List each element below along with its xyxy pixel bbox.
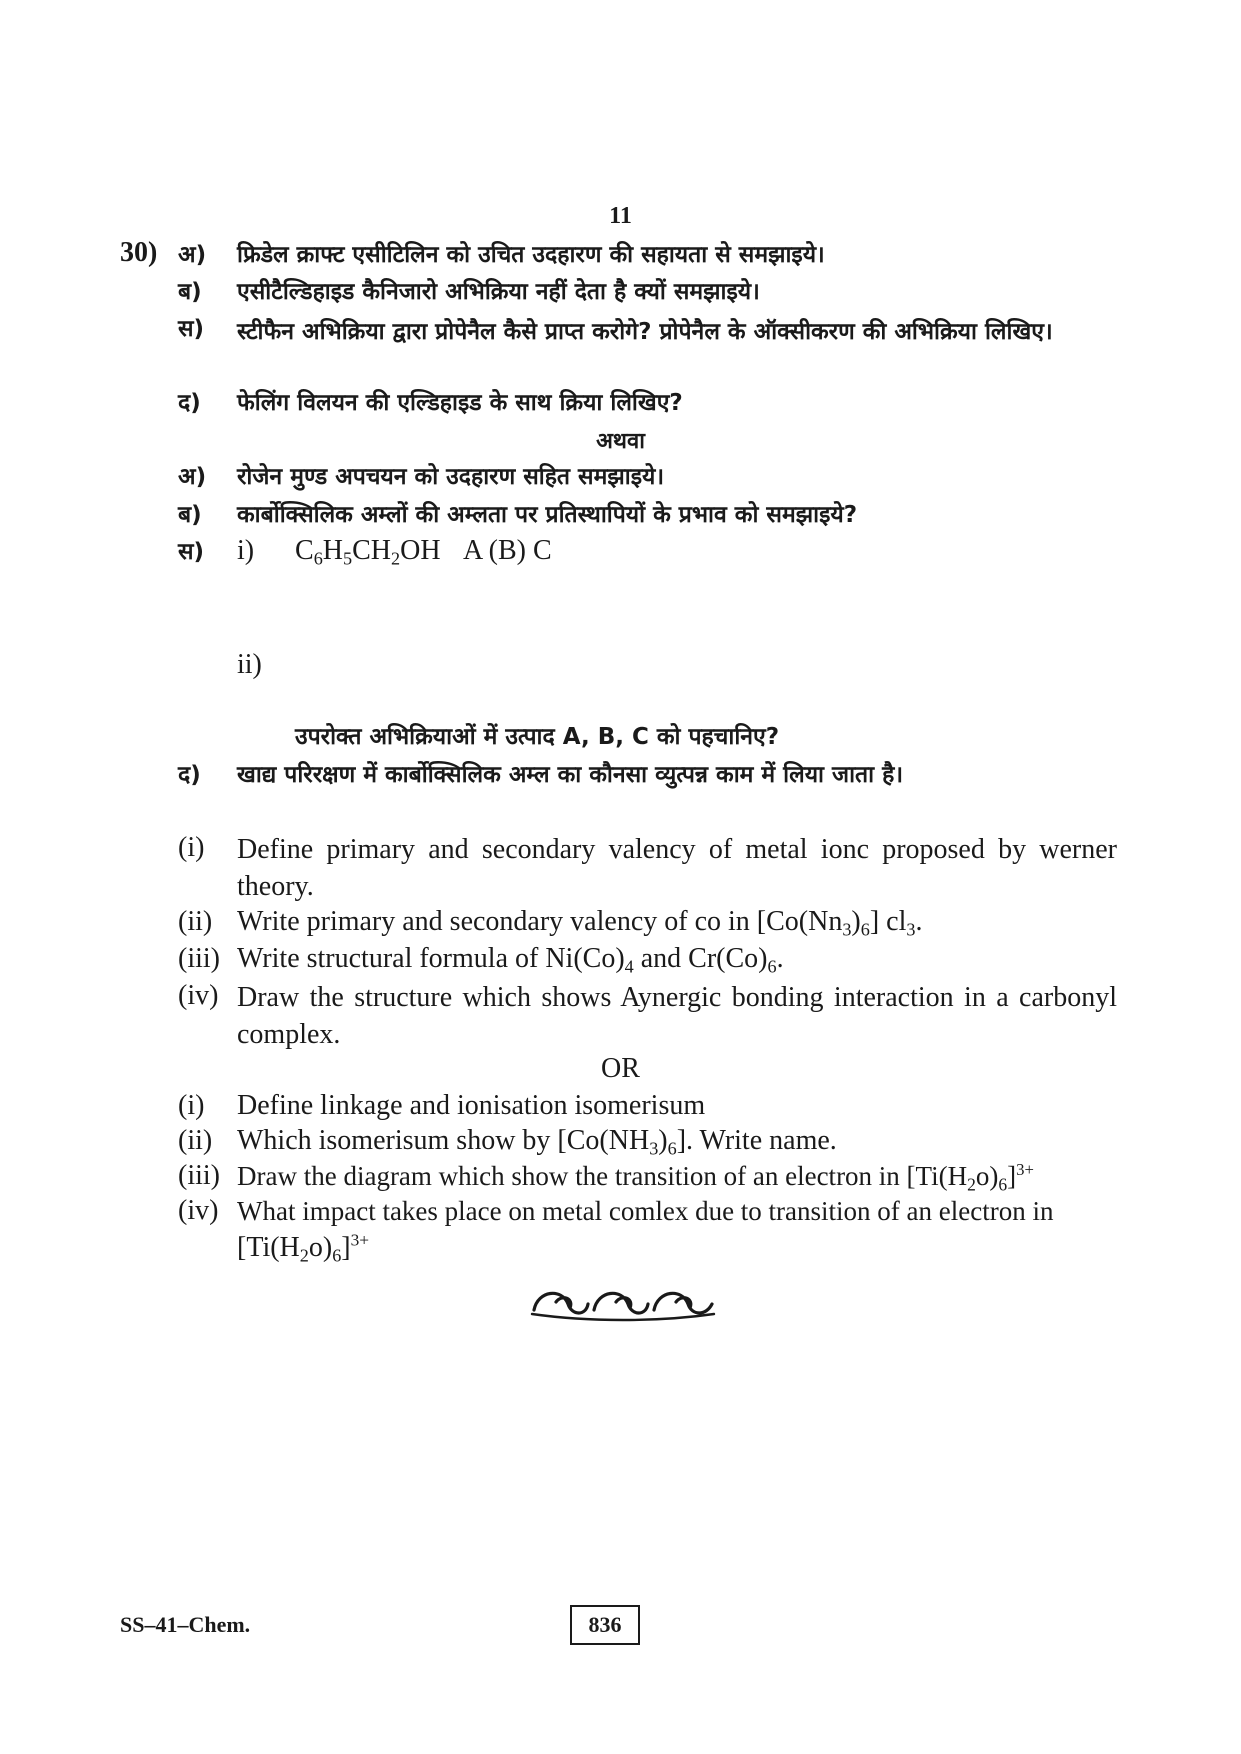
q-text: Draw the diagram which show the transition of an electron in $[Ti(H_2o)_6]^{3+}$ (237, 1159, 1034, 1195)
q-text: Draw the structure which shows Aynergic bonding interaction in a carbonyl complex. (237, 982, 1117, 1050)
q-text: Define linkage and ionisation isomerisum (237, 1090, 706, 1121)
q-text: What impact takes place on metal comlex due to transition of an electron in (237, 1196, 1054, 1226)
q-label: द) (178, 390, 201, 416)
question-number: 30) (120, 237, 158, 268)
q-label: अ) (178, 242, 207, 268)
q-text: Write primary and secondary valency of co in $[Co(Nn_3)_6]$ $cl_3$. (237, 906, 923, 940)
q-text: फेलिंग विलयन की एल्डिहाइड के साथ क्रिया लिखिए? (237, 390, 683, 416)
q-text: फ्रिडेल क्राफ्ट एसीटिलिन को उचित उदहारण की सहायता से समझाइये। (237, 242, 825, 268)
q-text: कार्बोक्सिलिक अम्लों की अम्लता पर प्रतिस्थापियों के प्रभाव को समझाइये? (237, 502, 858, 528)
complex-formula: $[Ti(H_2o)_6]^{3+}$ (237, 1230, 370, 1266)
q-text: Define primary and secondary valency of metal ionc proposed by werner theory. (237, 834, 1117, 902)
q-text: खाद्य परिरक्षण में कार्बोक्सिलिक अम्ल का कौनसा व्युत्पन्न काम में लिया जाता है। (237, 762, 904, 788)
paper-code: SS–41–Chem. (120, 1612, 251, 1637)
q-text: एसीटैल्डिहाइड कैनिजारो अभिक्रिया नहीं देता है क्यों समझाइये। (237, 279, 760, 305)
page-number: 11 (609, 203, 632, 229)
q-label: (iii) (178, 943, 220, 974)
q-text: स्टीफैन अभिक्रिया द्वारा प्रोपेनैल कैसे प्राप्त करोगे? प्रोपेनैल के ऑक्सीकरण की अभिक्रिया लिखिए। (237, 319, 1053, 345)
sub-label: ii) (237, 649, 262, 680)
q-text: Which isomerisum show by $[Co(NH_3)_6]$. Write name. (237, 1125, 837, 1159)
q-text: रोजेन मुण्ड अपचयन को उदहारण सहित समझाइये। (237, 464, 665, 490)
q-label: (i) (178, 1090, 205, 1121)
hindi-or: अथवा (596, 429, 645, 454)
q-text: Write structural formula of $Ni(Co)_4$ and $Cr(Co)_6$. (237, 943, 784, 977)
identify-text: उपरोक्त अभिक्रियाओं में उत्पाद A, B, C को पहचानिए? (295, 724, 780, 750)
page-code-box: 836 (570, 1605, 640, 1645)
q-label: द) (178, 762, 201, 788)
q-label: (iv) (178, 1195, 219, 1226)
ornament-divider (528, 1280, 718, 1326)
q-label: (i) (178, 832, 205, 863)
q-label: अ) (178, 464, 207, 490)
q-label: (ii) (178, 906, 213, 937)
sub-label: i) (237, 535, 255, 566)
q-label: स) (178, 316, 205, 342)
q-label: ब) (178, 502, 202, 528)
reaction-formula: $C_6H_5CH_2OH$ (295, 535, 441, 569)
q-label: (ii) (178, 1125, 213, 1156)
q-label: (iii) (178, 1160, 220, 1191)
q-label: ब) (178, 279, 202, 305)
q-label: स) (178, 539, 205, 565)
english-or: OR (601, 1053, 640, 1084)
q-label: (iv) (178, 980, 219, 1011)
reaction-products: A (B) C (463, 535, 552, 566)
